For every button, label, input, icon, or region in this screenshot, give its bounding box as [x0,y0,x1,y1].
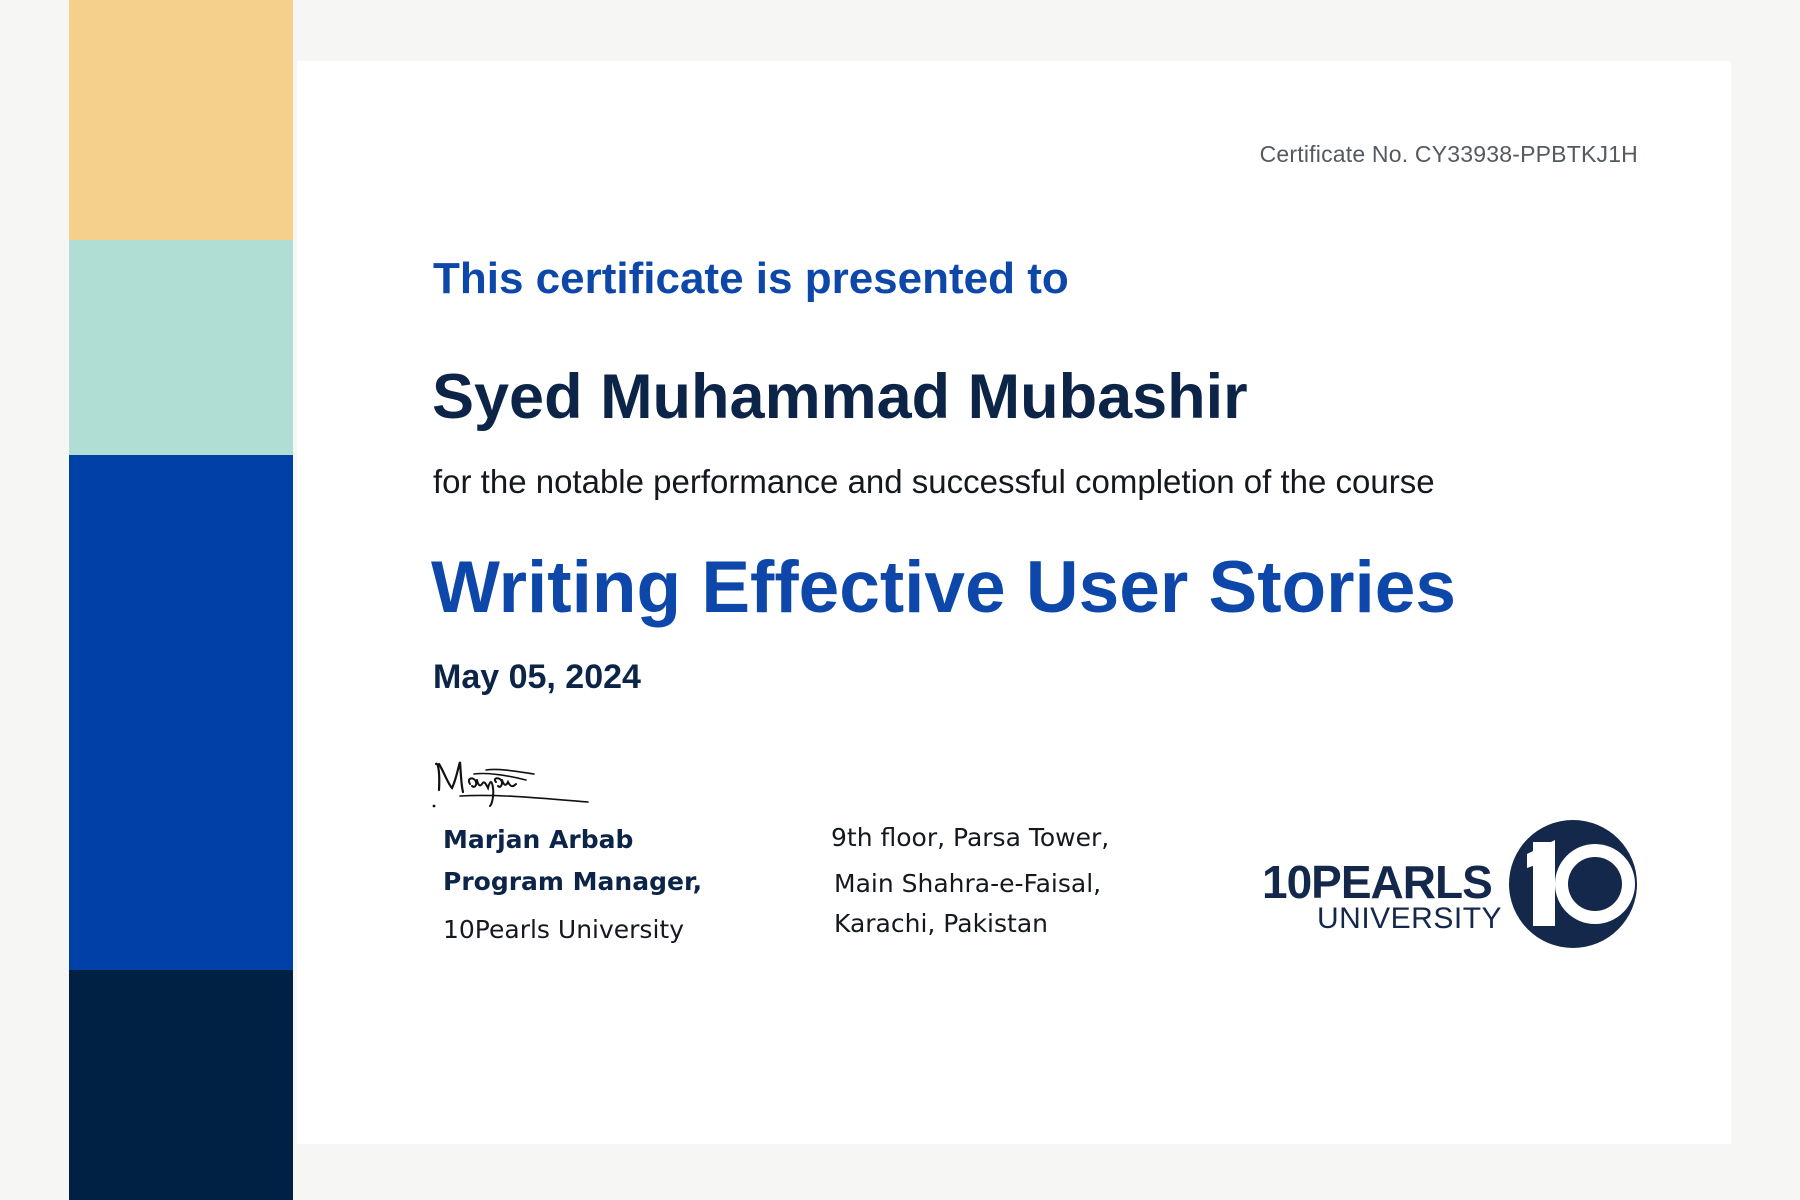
course-title: Writing Effective User Stories [431,547,1456,628]
presented-to-heading: This certificate is presented to [433,254,1069,303]
handwritten-signature [430,750,590,816]
logo-subtitle: UNIVERSITY [1317,902,1503,935]
address-line: Karachi, Pakistan [834,909,1048,938]
10pearls-university-logo [1262,818,1642,953]
address-line: Main Shahra-e-Faisal, [834,869,1102,898]
address-line: 9th floor, Parsa Tower, [831,823,1110,852]
stripe-yellow [69,0,293,240]
certificate-number: Certificate No. CY33938-PPBTKJ1H [1259,141,1638,167]
recipient-name: Syed Muhammad Mubashir [432,362,1248,432]
stripe-mint [69,240,293,455]
logo-mark-icon [1507,818,1639,950]
signatory-organization: 10Pearls University [443,915,685,944]
signatory-name: Marjan Arbab [443,825,634,854]
logo-wordmark: 10PEARLS [1262,856,1492,908]
stripe-blue [69,455,293,970]
stripe-navy [69,970,293,1200]
completion-date: May 05, 2024 [433,658,641,696]
certificate-card [297,61,1731,1144]
signatory-role: Program Manager, [443,867,703,896]
completion-statement: for the notable performance and successful completion of the course [433,463,1435,500]
